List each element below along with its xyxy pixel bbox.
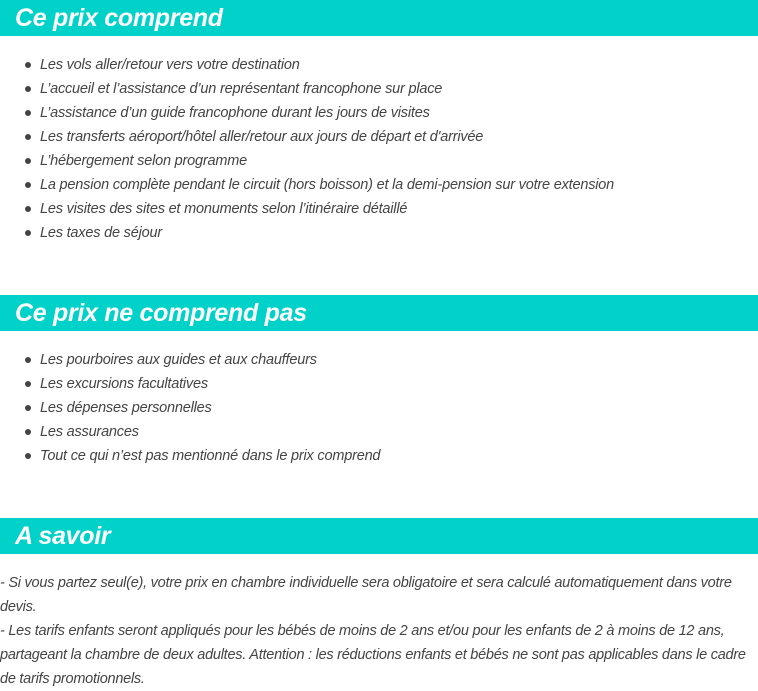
bullet-icon bbox=[25, 110, 31, 116]
list-item-text: Les dépenses personnelles bbox=[40, 400, 212, 416]
good-to-know-notes bbox=[0, 571, 756, 691]
list-item bbox=[0, 444, 380, 468]
list-item-text: L’assistance d’un guide francophone durant les jours de visites bbox=[40, 105, 430, 121]
note-paragraph: - Les tarifs enfants seront appliqués pour les bébés de moins de 2 ans et/ou pour les enfants de 2 à moins de 12 ans, partageant la chambre de deux adultes. Attention : les réductions enfants et bébés ne sont pas applicables dans le cadre de tarifs promotionnels. bbox=[0, 623, 746, 687]
not-included-list bbox=[0, 348, 380, 468]
bullet-icon bbox=[25, 381, 31, 387]
list-item-text: La pension complète pendant le circuit (hors boisson) et la demi-pension sur votre extension bbox=[40, 177, 615, 193]
list-item bbox=[0, 53, 614, 77]
note-paragraph: - Si vous partez seul(e), votre prix en chambre individuelle sera obligatoire et sera calculé automatiquement dans votre devis. bbox=[0, 575, 732, 615]
list-item bbox=[0, 396, 380, 420]
section-title: Ce prix comprend bbox=[15, 4, 223, 32]
section-title: A savoir bbox=[15, 522, 111, 550]
bullet-icon bbox=[25, 158, 31, 164]
bullet-icon bbox=[25, 182, 31, 188]
list-item-text: L’accueil et l’assistance d’un représentant francophone sur place bbox=[40, 81, 443, 97]
bullet-icon bbox=[25, 453, 31, 459]
list-item-text: Les vols aller/retour vers votre destination bbox=[40, 57, 300, 73]
list-item bbox=[0, 77, 614, 101]
list-item bbox=[0, 372, 380, 396]
bullet-icon bbox=[25, 357, 31, 363]
list-item bbox=[0, 101, 614, 125]
list-item bbox=[0, 420, 380, 444]
list-item-text: Tout ce qui n’est pas mentionné dans le prix comprend bbox=[40, 448, 381, 464]
list-item bbox=[0, 149, 614, 173]
list-item-text: Les taxes de séjour bbox=[40, 225, 162, 241]
list-item-text: Les excursions facultatives bbox=[40, 376, 208, 392]
list-item-text: L’hébergement selon programme bbox=[40, 153, 247, 169]
included-list bbox=[0, 53, 614, 245]
list-item bbox=[0, 197, 614, 221]
list-item-text: Les transferts aéroport/hôtel aller/retour aux jours de départ et d'arrivée bbox=[40, 129, 484, 145]
bullet-icon bbox=[25, 206, 31, 212]
bullet-icon bbox=[25, 86, 31, 92]
section-header-good-to-know bbox=[0, 518, 758, 554]
list-item bbox=[0, 221, 614, 245]
bullet-icon bbox=[25, 62, 31, 68]
list-item-text: Les pourboires aux guides et aux chauffeurs bbox=[40, 352, 317, 368]
section-header-included bbox=[0, 0, 758, 36]
list-item bbox=[0, 125, 614, 149]
list-item bbox=[0, 173, 614, 197]
list-item-text: Les assurances bbox=[40, 424, 139, 440]
bullet-icon bbox=[25, 429, 31, 435]
bullet-icon bbox=[25, 134, 31, 140]
bullet-icon bbox=[25, 230, 31, 236]
section-header-not-included bbox=[0, 295, 758, 331]
bullet-icon bbox=[25, 405, 31, 411]
list-item bbox=[0, 348, 380, 372]
list-item-text: Les visites des sites et monuments selon l’itinéraire détaillé bbox=[40, 201, 408, 217]
section-title: Ce prix ne comprend pas bbox=[15, 299, 307, 327]
